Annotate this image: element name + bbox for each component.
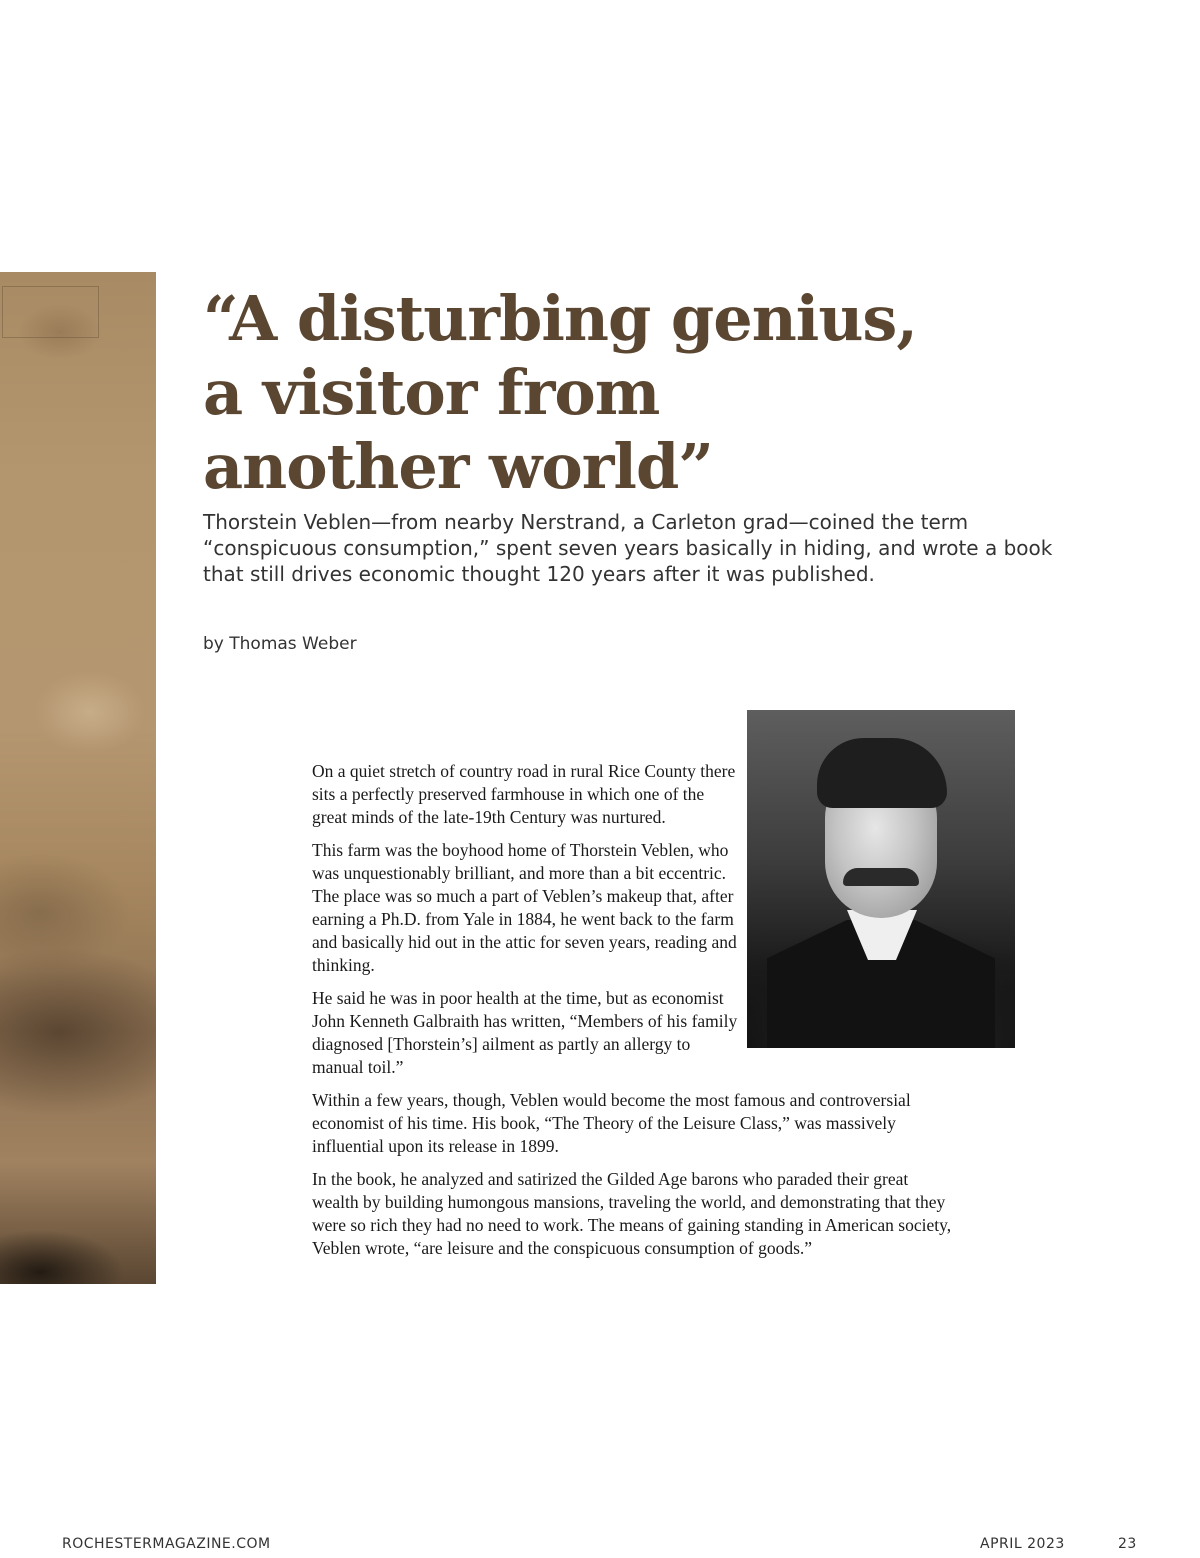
footer-issue-date: APRIL 2023 xyxy=(980,1536,1065,1552)
body-paragraph-2: This farm was the boyhood home of Thorstein Veblen, who was unquestionably brilliant, and more than a bit eccentric. The place was so much a part of Veblen’s makeup that, after earning a Ph.D. from Yale in 1884, he went back to the farm and basically hid out in the attic for seven years, reading and thinking. xyxy=(312,840,737,975)
headline-line-1: “A disturbing genius, xyxy=(203,282,917,355)
footer-page-number: 23 xyxy=(1118,1536,1137,1552)
article-deck: Thorstein Veblen—from nearby Nerstrand, a Carleton grad—coined the term “conspicuous consumption,” spent seven years basically in hiding, and wrote a book that still drives economic thought 120 years after it was published. xyxy=(203,510,1053,586)
sepia-side-photo xyxy=(0,272,156,1284)
article-body xyxy=(312,760,952,1270)
photo-detail xyxy=(2,286,99,338)
headline-line-3: another world” xyxy=(203,430,713,503)
body-paragraph-4: Within a few years, though, Veblen would become the most famous and controversial economist of his time. His book, “The Theory of the Leisure Class,” was massively influential upon its release in 1899. xyxy=(312,1090,911,1156)
footer-website: ROCHESTERMAGAZINE.COM xyxy=(62,1536,271,1552)
body-paragraph-1: On a quiet stretch of country road in rural Rice County there sits a perfectly preserved farmhouse in which one of the great minds of the late-19th Century was nurtured. xyxy=(312,761,736,827)
body-paragraph-5: In the book, he analyzed and satirized the Gilded Age barons who paraded their great wealth by building humongous mansions, traveling the world, and demonstrating that they were so rich they had no need to work. The means of gaining standing in American society, Veblen wrote, “are leisure and the conspicuous consumption of goods.” xyxy=(312,1169,952,1258)
byline: by Thomas Weber xyxy=(203,634,357,654)
body-paragraph-3: He said he was in poor health at the time, but as economist John Kenneth Galbraith has written, “Members of his family diagnosed [Thorstein’s] ailment as partly an allergy to manual toil.” xyxy=(312,988,738,1077)
headline-line-2: a visitor from xyxy=(203,356,660,429)
article-headline xyxy=(203,282,1153,504)
